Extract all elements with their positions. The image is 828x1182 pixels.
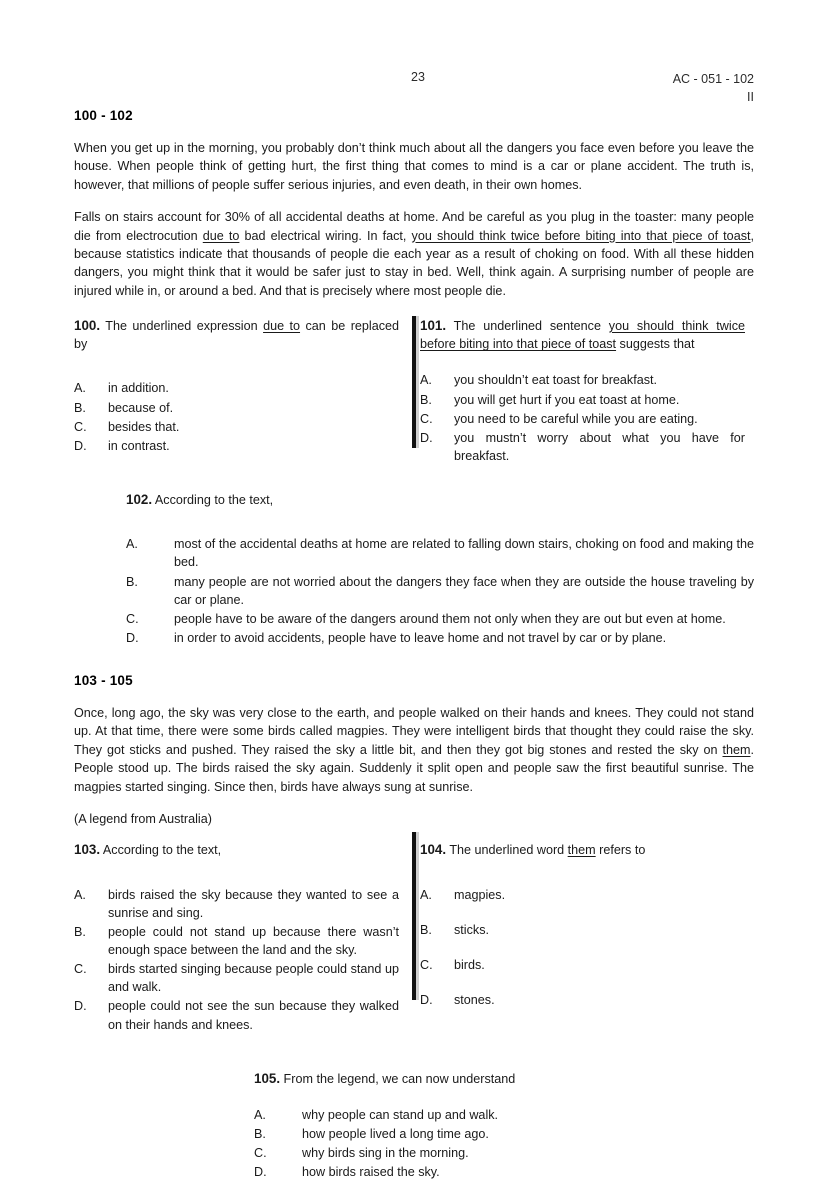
option-text: because of. <box>108 400 174 415</box>
option-text: sticks. <box>454 922 489 937</box>
option-letter: A. <box>74 887 86 902</box>
option-item[interactable] <box>254 1106 702 1124</box>
question-103-stem <box>74 840 399 859</box>
question-100-options <box>74 379 399 455</box>
question-102 <box>126 490 754 647</box>
question-105-number: 105. <box>254 1070 281 1086</box>
option-letter: C. <box>420 957 433 972</box>
option-item[interactable] <box>254 1144 702 1162</box>
question-104-underline: them <box>567 843 596 858</box>
option-item[interactable] <box>74 437 399 455</box>
option-letter: D. <box>420 993 433 1008</box>
question-100-stem-a: The underlined expression <box>100 319 264 333</box>
question-105 <box>254 1069 702 1182</box>
option-item[interactable] <box>420 991 745 1009</box>
section-heading-103-105: 103 - 105 <box>74 673 133 689</box>
question-104-stem-a: The underlined word <box>446 843 568 858</box>
option-letter: D. <box>74 999 87 1014</box>
question-102-options <box>126 535 754 647</box>
question-101-stem-b: suggests that <box>616 337 695 352</box>
question-101-number: 101. <box>420 318 447 333</box>
option-letter: C. <box>420 411 433 426</box>
column-divider-2 <box>412 832 416 1000</box>
option-text: magpies. <box>454 887 506 902</box>
option-text: most of the accidental deaths at home are related to falling down stairs, choking on food and making the bed. <box>174 537 754 570</box>
option-item[interactable] <box>420 921 745 939</box>
option-text: birds started singing because people could stand up and walk. <box>108 962 399 995</box>
option-letter: C. <box>254 1146 267 1161</box>
option-item[interactable] <box>126 573 754 609</box>
question-105-stem <box>254 1069 702 1088</box>
question-101-stem <box>420 316 745 353</box>
option-letter: D. <box>420 430 433 445</box>
passage-1-p2-text-a: Falls on stairs account for 30% of all accidental deaths at home. And be careful as you plug in the toaster: many people die from electrocution <box>74 210 754 243</box>
option-text: how birds raised the sky. <box>302 1165 440 1180</box>
option-item[interactable] <box>126 629 754 647</box>
option-text: people could not stand up because there wasn’t enough space between the land and the sky. <box>108 924 399 958</box>
question-101-underline: you should think twice before biting into that piece of toast <box>420 319 745 352</box>
question-104-options <box>420 886 745 1010</box>
question-100 <box>74 316 399 456</box>
option-text: birds. <box>454 957 485 972</box>
question-103-stem-a: According to the text, <box>100 843 222 858</box>
option-item[interactable] <box>420 886 745 904</box>
option-letter: C. <box>74 962 87 977</box>
question-103-options <box>74 886 399 1034</box>
option-letter: D. <box>254 1165 267 1180</box>
option-item[interactable] <box>420 391 745 409</box>
option-item[interactable] <box>74 399 399 417</box>
question-100-underline: due to <box>263 319 301 333</box>
question-101-options <box>420 371 745 465</box>
option-item[interactable] <box>74 379 399 397</box>
question-105-stem-a: From the legend, we can now understand <box>280 1071 516 1086</box>
passage-1-paragraph-2 <box>74 208 754 300</box>
document-code-line1: AC - 051 - 102 <box>672 72 754 86</box>
option-letter: A. <box>420 887 432 902</box>
option-item[interactable] <box>254 1163 702 1181</box>
page-header <box>74 70 754 110</box>
option-text: besides that. <box>108 419 180 434</box>
option-item[interactable] <box>126 610 754 628</box>
option-text: why people can stand up and walk. <box>302 1107 499 1122</box>
option-letter: B. <box>74 400 86 415</box>
option-letter: B. <box>420 392 432 407</box>
question-104-stem <box>420 840 745 859</box>
option-letter: D. <box>74 438 87 453</box>
question-101 <box>420 316 745 466</box>
option-item[interactable] <box>420 956 745 974</box>
option-item[interactable] <box>74 418 399 436</box>
document-code-line2: II <box>747 90 754 105</box>
option-text: in contrast. <box>108 438 170 453</box>
question-100-number: 100. <box>74 318 101 333</box>
option-text: birds raised the sky because they wanted to see a sunrise and sing. <box>108 887 399 920</box>
option-letter: B. <box>254 1127 266 1142</box>
option-letter: C. <box>126 611 139 626</box>
question-103-number: 103. <box>74 842 101 858</box>
passage-1-p2-text-b: bad electrical wiring. In fact, <box>239 228 412 243</box>
option-item[interactable] <box>126 535 754 571</box>
passage-2-text-b: . People stood up. The birds raised the sky again. Suddenly it split open and people saw the first beautiful sunrise. The magpies started singing. Since then, birds have always sung at sunrise. <box>74 742 754 794</box>
option-text: you will get hurt if you eat toast at home. <box>454 392 680 407</box>
question-104 <box>420 840 745 1026</box>
passage-1-underline-due-to: due to <box>202 228 240 243</box>
section-heading-100-102: 100 - 102 <box>74 108 133 123</box>
question-100-stem-b: can be replaced by <box>74 319 399 352</box>
option-text: many people are not worried about the dangers they face when they are outside the house traveling by car or plane. <box>174 574 754 607</box>
option-letter: B. <box>74 924 86 939</box>
passage-1-paragraph-1: When you get up in the morning, you probably don’t think much about all the dangers you face even before you leave the house. When people think of getting hurt, the first thing that comes to mind is a car or plane accident. The truth is, however, that millions of people suffer serious injuries, and even death, in their own homes. <box>74 141 754 192</box>
option-text: people could not see the sun because they walked on their hands and knees. <box>108 999 399 1032</box>
option-item[interactable] <box>74 923 399 959</box>
question-row-103-104 <box>74 840 754 1034</box>
passage-2-text-a: Once, long ago, the sky was very close to the earth, and people walked on their hands and knees. They could not stand up. At that time, there were some birds called magpies. They were intelligent birds that thought they could raise the sky. They got sticks and pushed. They raised the sky a little bit, and then they got big stones and rested the sky on <box>74 706 754 757</box>
option-text: people have to be aware of the dangers around them not only when they are out but even at home. <box>174 611 726 626</box>
option-letter: A. <box>74 381 86 396</box>
option-letter: A. <box>254 1107 266 1122</box>
question-104-stem-b: refers to <box>595 843 646 858</box>
column-divider-1 <box>412 316 416 448</box>
document-code <box>673 70 754 106</box>
option-text: how people lived a long time ago. <box>302 1127 489 1142</box>
question-104-number: 104. <box>420 842 447 858</box>
question-102-stem-a: According to the text, <box>152 493 274 508</box>
option-letter: B. <box>420 922 432 937</box>
passage-1-underline-think-twice: you should think twice before biting into that piece of toast <box>411 228 751 243</box>
question-100-stem <box>74 316 399 353</box>
passage-1-p2-text-c: , because statistics indicate that thousands of people die each year as a result of choking on food. With all these hidden dangers, you might think that it would be safer just to stay in bed. Well, think again. A surprising number of people are injured while in, or around a bed. And that is precisely where most people die. <box>74 228 754 298</box>
question-row-100-101 <box>74 316 754 466</box>
option-text: you need to be careful while you are eating. <box>454 411 698 426</box>
page-content <box>74 108 754 1182</box>
option-item[interactable] <box>254 1125 702 1143</box>
option-letter: B. <box>126 574 138 589</box>
option-item[interactable] <box>74 960 399 996</box>
option-letter: D. <box>126 630 139 645</box>
option-letter: A. <box>126 537 138 552</box>
option-letter: C. <box>74 419 87 434</box>
page-number: 23 <box>411 70 425 84</box>
passage-2-underline-them: them <box>722 742 751 757</box>
option-item[interactable] <box>74 997 399 1033</box>
question-102-number: 102. <box>126 492 153 508</box>
legend-source-note: (A legend from Australia) <box>74 811 212 826</box>
option-item[interactable] <box>74 886 399 922</box>
passage-2-paragraph-1 <box>74 704 754 796</box>
option-text: in order to avoid accidents, people have to leave home and not travel by car or by plane. <box>174 630 667 645</box>
option-item[interactable] <box>420 410 745 428</box>
option-item[interactable] <box>420 429 745 465</box>
option-text: why birds sing in the morning. <box>302 1146 469 1161</box>
option-item[interactable] <box>420 371 745 389</box>
option-text: you shouldn’t eat toast for breakfast. <box>454 373 658 388</box>
option-text: stones. <box>454 993 495 1008</box>
option-letter: A. <box>420 373 432 388</box>
question-105-options <box>254 1106 702 1182</box>
question-101-stem-a: The underlined sentence <box>446 319 609 333</box>
option-text: in addition. <box>108 381 169 396</box>
question-102-stem <box>126 490 754 509</box>
option-text: you mustn’t worry about what you have for breakfast. <box>454 430 745 463</box>
question-103 <box>74 840 399 1034</box>
